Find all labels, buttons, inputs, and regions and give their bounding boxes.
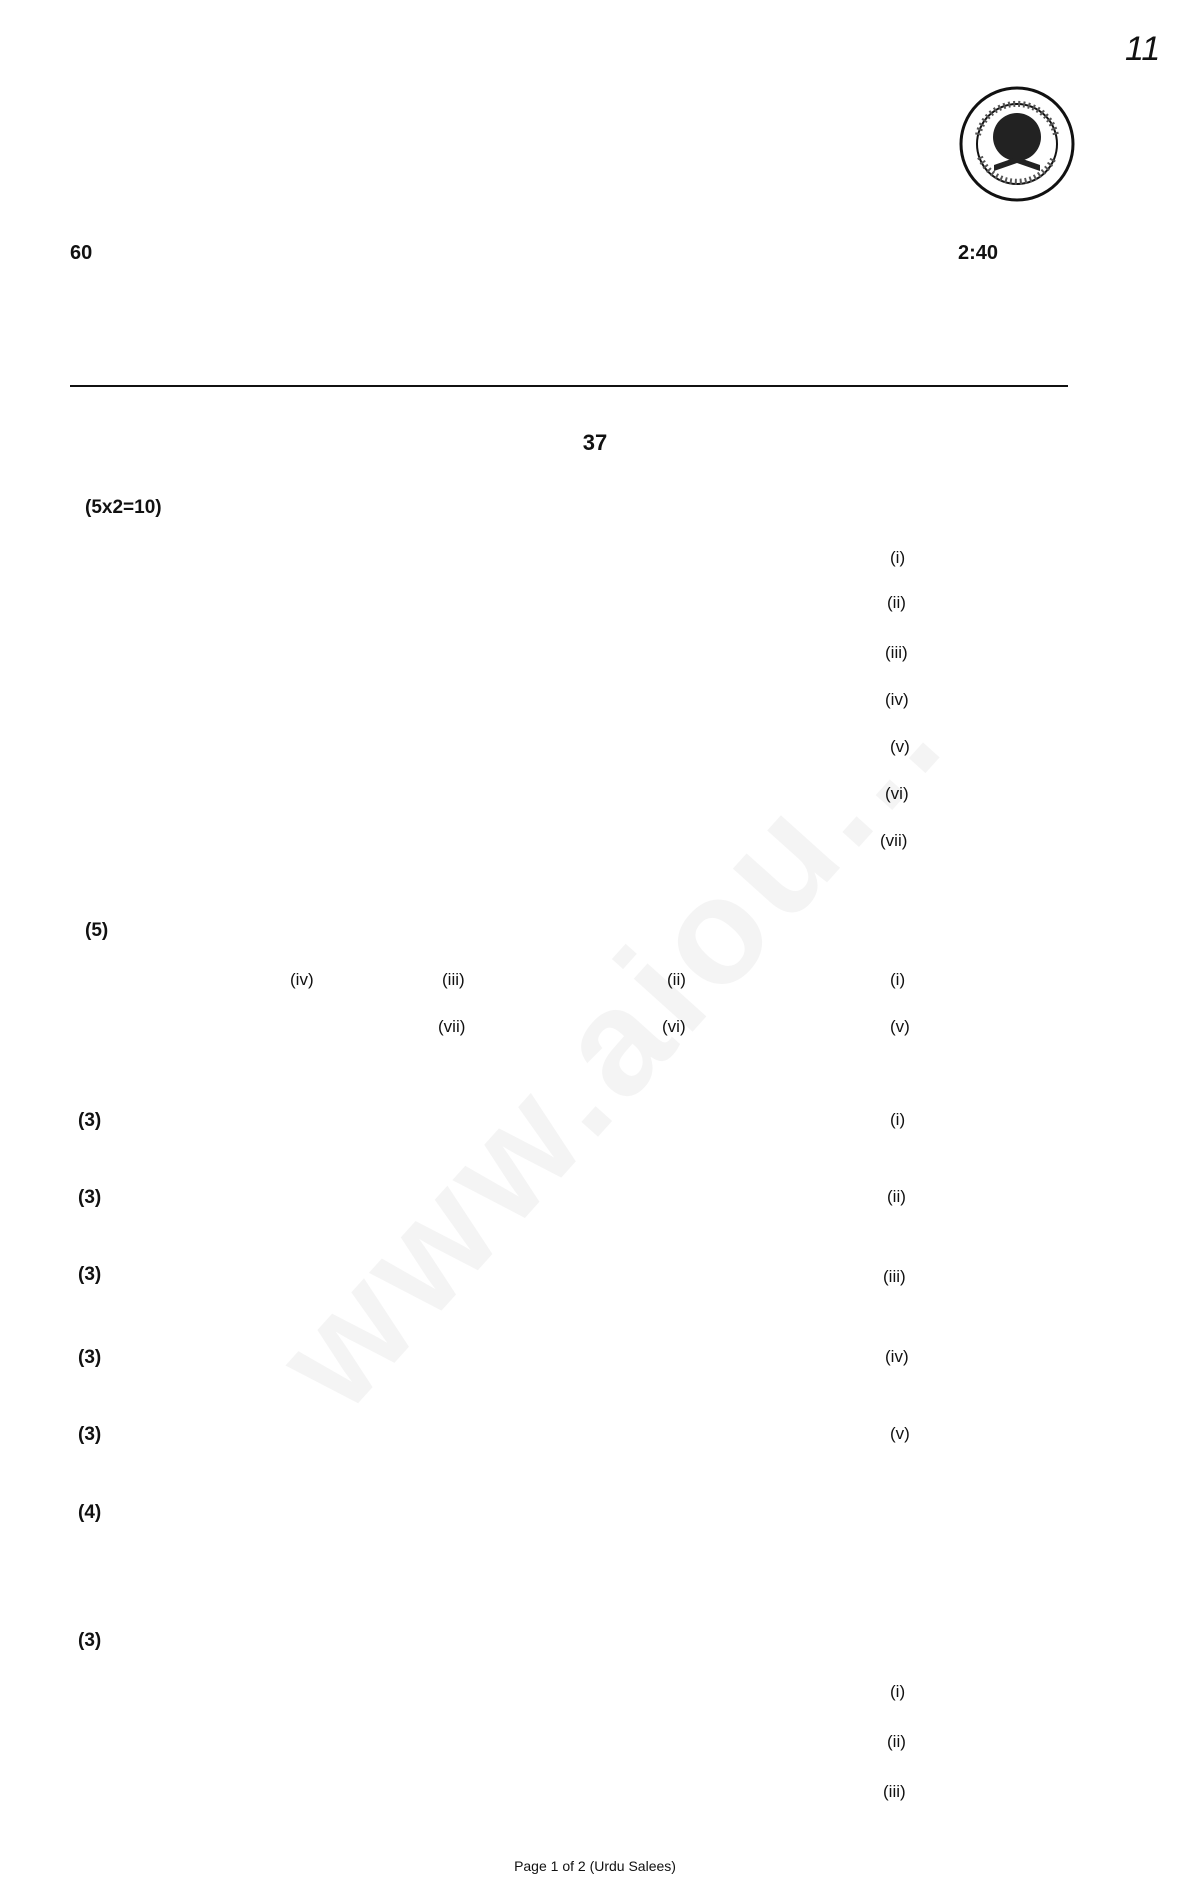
q2e-item-num: (i)	[890, 1682, 906, 1701]
q2e-item-num: (iii)	[883, 1782, 906, 1801]
q2c-marks: (3)	[78, 1110, 102, 1131]
q2a-item-num: (i)	[890, 548, 906, 567]
q2e-marks: (3)	[78, 1630, 102, 1651]
q2b-word-num: (vi)	[662, 1017, 686, 1036]
q2a-item-num: (vi)	[885, 784, 909, 803]
q2e-item-num: (ii)	[887, 1732, 906, 1751]
corner-mark: 11	[1125, 30, 1161, 68]
q2c-num: (v)	[890, 1424, 910, 1443]
header-divider	[70, 385, 1068, 387]
q2c-marks: (3)	[78, 1347, 102, 1368]
q2b-word-num: (vii)	[438, 1017, 466, 1036]
section-total: 37	[582, 430, 608, 455]
q2c-num: (iii)	[883, 1267, 906, 1286]
time-value: 2:40	[958, 242, 999, 264]
q2c-num: (iv)	[885, 1347, 909, 1366]
q2b-word-num: (v)	[890, 1017, 910, 1036]
total-marks-value: 60	[70, 242, 93, 264]
q2d-marks: (4)	[78, 1502, 102, 1523]
q2b-word-num: (iii)	[442, 970, 465, 989]
q2b-word-num: (ii)	[667, 970, 686, 989]
q2c-marks: (3)	[78, 1187, 102, 1208]
q2a-item-num: (ii)	[887, 593, 906, 612]
watermark	[178, 580, 1043, 1513]
q2a-marks: (5x2=10)	[85, 497, 162, 518]
q2a-item-num: (iii)	[885, 643, 908, 662]
section-title-wrap	[0, 428, 1190, 456]
q2b-marks: (5)	[85, 920, 109, 941]
board-seal-logo	[958, 85, 1076, 203]
q2a-item-num: (iv)	[885, 690, 909, 709]
q2c-num: (ii)	[887, 1187, 906, 1206]
q2c-marks: (3)	[78, 1424, 102, 1445]
q2b-word-num: (iv)	[290, 970, 314, 989]
q2c-marks: (3)	[78, 1264, 102, 1285]
q2c-num: (i)	[890, 1110, 906, 1129]
q2a-item-num: (vii)	[880, 831, 908, 850]
page-footer: Page 1 of 2 (Urdu Salees)	[514, 1858, 676, 1874]
q2a-item-num: (v)	[890, 737, 910, 756]
q2b-word-num: (i)	[890, 970, 906, 989]
